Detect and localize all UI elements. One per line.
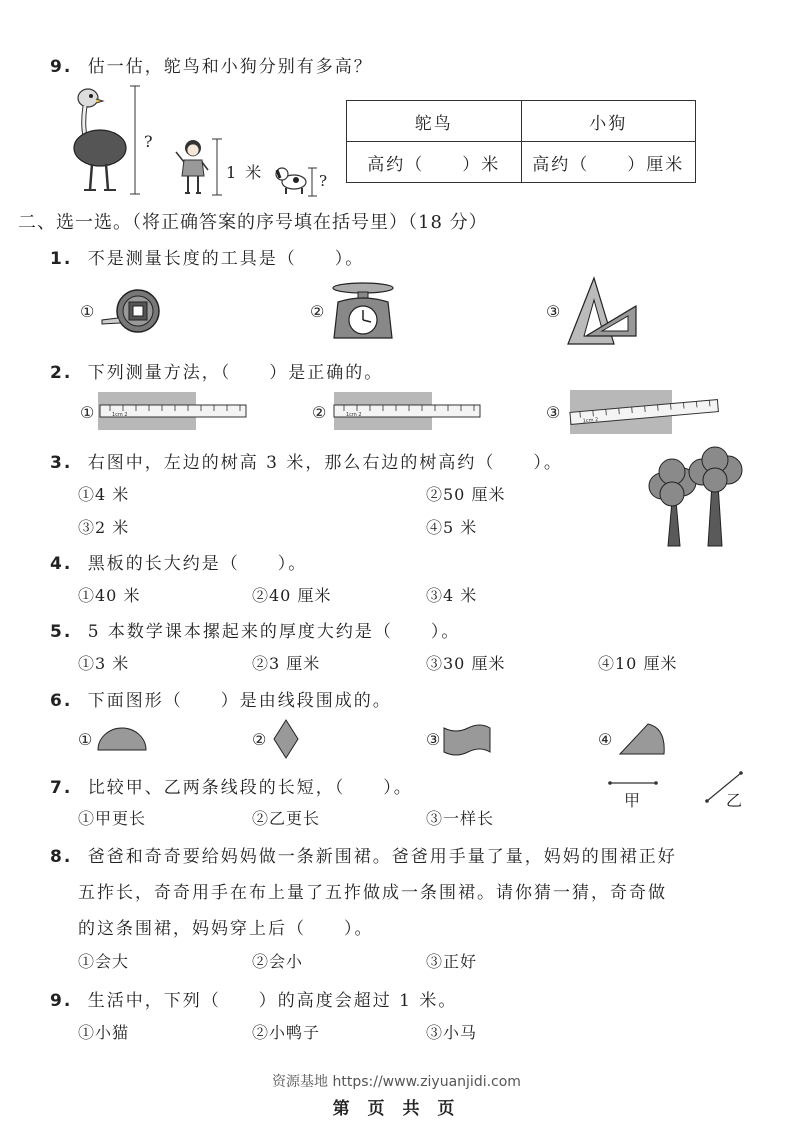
q9-line (50, 986, 457, 1011)
q2-option-3-label[interactable]: ③ (546, 403, 562, 422)
girl-illustration (176, 138, 210, 196)
q3-option-3[interactable]: ③2 米 (78, 518, 130, 537)
question-number: 3. (50, 453, 73, 473)
q5-option-2[interactable]: ②3 厘米 (252, 654, 321, 673)
question-text-line-2: 五拃长，奇奇用手在布上量了五拃做成一条围裙。请你猜一猜，奇奇做 (78, 883, 667, 903)
answer-table (346, 100, 696, 183)
question-number: 8. (50, 847, 73, 867)
q8-option-3[interactable]: ③正好 (426, 952, 478, 971)
question-text-line-1: 爸爸和奇奇要给妈妈做一条新围裙。爸爸用手量了量，妈妈的围裙正好 (87, 847, 677, 867)
page-number: 第 页 共 页 (332, 1099, 461, 1119)
q4-line (50, 549, 307, 574)
q2-option-2-label[interactable]: ② (312, 403, 328, 422)
ruler-method-1 (98, 392, 248, 430)
question-text: 比较甲、乙两条线段的长短，（ ）。 (87, 778, 413, 798)
q4-option-3[interactable]: ③4 米 (426, 586, 478, 605)
q5-line (50, 617, 460, 642)
dog-height-bracket (307, 168, 319, 198)
q5-option-1[interactable]: ①3 米 (78, 654, 130, 673)
set-square-icon (566, 276, 638, 346)
q2-line (50, 358, 383, 383)
question-number: 4. (50, 554, 73, 574)
q5-option-4[interactable]: ④10 厘米 (598, 654, 678, 673)
ostrich-height-mark: ? (144, 132, 153, 151)
q1-option-3-label[interactable]: ③ (546, 302, 562, 321)
question-number: 5. (50, 622, 73, 642)
q5-option-3[interactable]: ③30 厘米 (426, 654, 506, 673)
question-text-line-3: 的这条围裙，妈妈穿上后（ ）。 (78, 919, 374, 939)
q6-line (50, 686, 392, 711)
answer-cell-dog[interactable]: 高约（ ）厘米 (521, 142, 696, 183)
semicircle-shape (96, 726, 148, 752)
question-text: 5 本数学课本摞起来的厚度大约是（ ）。 (87, 622, 461, 642)
q6-option-1-label[interactable]: ① (78, 730, 94, 749)
ruler-label: 1cm 2 (582, 417, 599, 425)
question-text: 下面图形（ ）是由线段围成的。 (87, 691, 392, 711)
q1-line (50, 244, 364, 269)
girl-height-mark: 1 米 (226, 163, 264, 182)
question-text: 估一估，鸵鸟和小狗分别有多高？ (87, 57, 373, 77)
question-number: 1. (50, 249, 73, 269)
question-number: 9. (50, 57, 73, 77)
question-number: 9. (50, 991, 73, 1011)
q9-option-2[interactable]: ②小鸭子 (252, 1023, 321, 1042)
segment-b-label: 乙 (726, 791, 744, 810)
q7-option-3[interactable]: ③一样长 (426, 809, 495, 828)
tape-measure-icon (100, 288, 168, 336)
header-dog: 小狗 (521, 101, 696, 142)
source-footer: 资源基地 https://www.ziyuanjidi.com (272, 1074, 521, 1090)
ruler-method-2 (332, 392, 482, 430)
q6-option-4-label[interactable]: ④ (598, 730, 614, 749)
q7-line (50, 773, 413, 798)
ruler-method-3 (566, 388, 722, 434)
q3-option-2[interactable]: ②50 厘米 (426, 485, 506, 504)
q4-option-2[interactable]: ②40 厘米 (252, 586, 332, 605)
q3-option-4[interactable]: ④5 米 (426, 518, 478, 537)
q3-line (50, 448, 563, 473)
question-text: 黑板的长大约是（ ）。 (87, 554, 308, 574)
question-text: 下列测量方法，（ ）是正确的。 (87, 363, 384, 383)
header-ostrich: 鸵鸟 (347, 101, 522, 142)
question-number: 2. (50, 363, 73, 383)
ostrich-height-bracket (128, 86, 142, 196)
segment-a (608, 778, 658, 788)
q7-option-1[interactable]: ①甲更长 (78, 809, 147, 828)
question-text: 右图中，左边的树高 3 米，那么右边的树高约（ ）。 (87, 453, 563, 473)
wavy-flag-shape (442, 724, 492, 756)
dog-height-mark: ? (319, 172, 328, 190)
q6-option-3-label[interactable]: ③ (426, 730, 442, 749)
question-text: 生活中，下列（ ）的高度会超过 1 米。 (87, 991, 458, 1011)
section-title: 二、选一选。（将正确答案的序号填在括号里）（18 分） (18, 212, 488, 233)
q9-option-1[interactable]: ①小猫 (78, 1023, 130, 1042)
ruler-label: 1cm 2 (112, 412, 128, 418)
trees-illustration (646, 446, 746, 550)
segment-a-label: 甲 (624, 791, 642, 810)
q4-option-1[interactable]: ①40 米 (78, 586, 141, 605)
question-text: 不是测量长度的工具是（ ）。 (87, 249, 365, 269)
q8-option-2[interactable]: ②会小 (252, 952, 304, 971)
q8-line-1 (50, 842, 677, 867)
q3-option-1[interactable]: ①4 米 (78, 485, 130, 504)
answer-cell-ostrich[interactable]: 高约（ ）米 (347, 142, 522, 183)
q7-option-2[interactable]: ②乙更长 (252, 809, 321, 828)
ruler-label: 1cm 2 (346, 412, 362, 418)
question-number: 7. (50, 778, 73, 798)
curved-quadrilateral-shape (618, 720, 668, 756)
girl-height-bracket (210, 139, 224, 197)
q2-option-1-label[interactable]: ① (80, 403, 96, 422)
q8-option-1[interactable]: ①会大 (78, 952, 130, 971)
ostrich-illustration (70, 86, 130, 196)
q1-option-2-label[interactable]: ② (310, 302, 326, 321)
question-number: 6. (50, 691, 73, 711)
q6-option-2-label[interactable]: ② (252, 730, 268, 749)
q9top-line (50, 52, 373, 77)
right-tree (689, 447, 742, 546)
q9-option-3[interactable]: ③小马 (426, 1023, 478, 1042)
kitchen-scale-icon (330, 282, 396, 342)
rhombus-shape (272, 718, 300, 760)
dog-illustration (274, 166, 310, 196)
q1-option-1-label[interactable]: ① (80, 302, 96, 321)
